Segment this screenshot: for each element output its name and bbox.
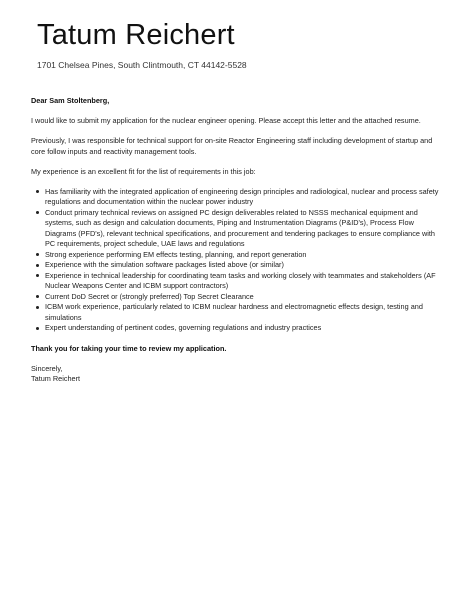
experience-paragraph: Previously, I was responsible for technical support for on-site Reactor Engineering staff including development of startup and core follow inputs and reactivity management tools. — [31, 136, 433, 156]
list-item: Experience with the simulation software packages listed above (or similar) — [45, 260, 445, 271]
letter-body — [31, 96, 445, 385]
closing-paragraph: Thank you for taking your time to review my application. — [31, 343, 227, 353]
signoff-block — [31, 364, 445, 385]
requirements-intro: My experience is an excellent fit for the list of requirements in this job: — [31, 166, 256, 176]
list-item: Strong experience performing EM effects testing, planning, and report generation — [45, 250, 445, 261]
salutation: Dear Sam Stoltenberg, — [31, 96, 110, 105]
list-item: ICBM work experience, particularly related to ICBM nuclear hardness and electromagnetic effects design, testing and simulations — [45, 302, 445, 323]
applicant-address: 1701 Chelsea Pines, South Clintmouth, CT 44142-5528 — [37, 60, 247, 70]
signature: Tatum Reichert — [31, 374, 81, 383]
list-item: Conduct primary technical reviews on assigned PC design deliverables related to NSSS mechanical equipment and systems, such as design and calculation documents, Piping and Instrumentation Diagrams (P&ID's), Process Flow Diagrams (PFD's), relevant technical specifications, and procurement and tendering packages to ensure compliance with PC requirements, project schedule, UAE laws and regulations — [45, 208, 445, 250]
requirements-list — [31, 187, 445, 334]
intro-paragraph: I would like to submit my application for the nuclear engineer opening. Please accept this letter and the attached resume. — [31, 116, 421, 125]
applicant-name: Tatum Reichert — [37, 19, 235, 51]
signoff: Sincerely, — [31, 363, 63, 373]
list-item: Experience in technical leadership for coordinating team tasks and working closely with teammates and stakeholders (AF Nuclear Weapons Center and ICBM support contractors) — [45, 271, 445, 292]
list-item: Expert understanding of pertinent codes, governing regulations and industry practices — [45, 323, 445, 334]
list-item: Has familiarity with the integrated application of engineering design principles and radiological, nuclear and process safety regulations and documentation within the nuclear power industry — [45, 187, 445, 208]
list-item: Current DoD Secret or (strongly preferred) Top Secret Clearance — [45, 292, 445, 303]
